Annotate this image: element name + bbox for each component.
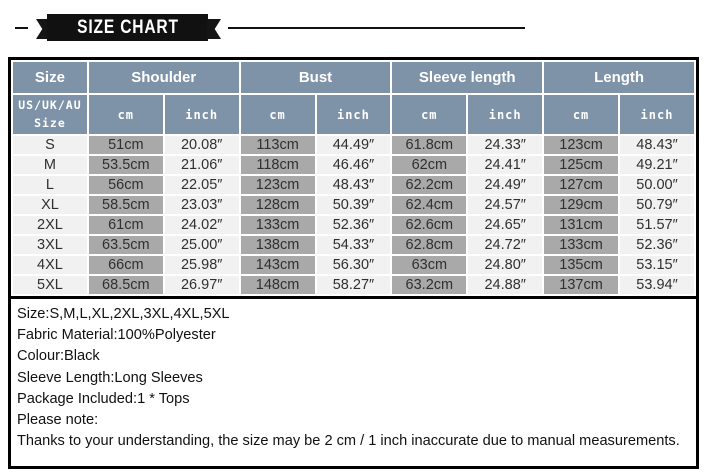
measurement-cm-cell: 61cm xyxy=(89,216,163,234)
table-row xyxy=(13,196,694,214)
size-cell: M xyxy=(13,156,87,174)
measurement-cm-cell: 148cm xyxy=(241,276,315,294)
measurement-inch-cell: 52.36″ xyxy=(620,236,694,254)
measurement-cm-cell: 68.5cm xyxy=(89,276,163,294)
measurement-inch-cell: 50.00″ xyxy=(620,176,694,194)
measurement-cm-cell: 135cm xyxy=(544,256,618,274)
unit-header-cm: cm xyxy=(544,95,618,134)
measurement-inch-cell: 54.33″ xyxy=(317,236,391,254)
measurement-cm-cell: 53.5cm xyxy=(89,156,163,174)
measurement-cm-cell: 63.2cm xyxy=(392,276,466,294)
unit-header-cm: cm xyxy=(241,95,315,134)
unit-header-inch: inch xyxy=(620,95,694,134)
group-header-shoulder: Shoulder xyxy=(89,62,239,93)
measurement-cm-cell: 66cm xyxy=(89,256,163,274)
unit-header-inch: inch xyxy=(317,95,391,134)
measurement-inch-cell: 46.46″ xyxy=(317,156,391,174)
measurement-cm-cell: 63.5cm xyxy=(89,236,163,254)
measurement-inch-cell: 48.43″ xyxy=(620,136,694,154)
measurement-cm-cell: 62.8cm xyxy=(392,236,466,254)
group-header-bust: Bust xyxy=(241,62,391,93)
measurement-inch-cell: 50.79″ xyxy=(620,196,694,214)
measurement-inch-cell: 24.88″ xyxy=(468,276,542,294)
banner-title: SIZE CHART xyxy=(76,16,179,38)
measurement-cm-cell: 63cm xyxy=(392,256,466,274)
measurement-cm-cell: 133cm xyxy=(241,216,315,234)
measurement-inch-cell: 25.00″ xyxy=(165,236,239,254)
table-header xyxy=(13,62,694,134)
measurement-inch-cell: 23.03″ xyxy=(165,196,239,214)
group-header-row xyxy=(13,62,694,93)
measurement-cm-cell: 133cm xyxy=(544,236,618,254)
measurement-inch-cell: 56.30″ xyxy=(317,256,391,274)
measurement-inch-cell: 24.80″ xyxy=(468,256,542,274)
measurement-inch-cell: 53.15″ xyxy=(620,256,694,274)
banner-left-dash xyxy=(15,27,28,29)
unit-header-inch: inch xyxy=(165,95,239,134)
table-body xyxy=(13,136,694,294)
measurement-inch-cell: 24.49″ xyxy=(468,176,542,194)
measurement-cm-cell: 118cm xyxy=(241,156,315,174)
measurement-cm-cell: 62.2cm xyxy=(392,176,466,194)
measurement-inch-cell: 44.49″ xyxy=(317,136,391,154)
table-row xyxy=(13,136,694,154)
measurement-inch-cell: 49.21″ xyxy=(620,156,694,174)
measurement-inch-cell: 50.39″ xyxy=(317,196,391,214)
measurement-cm-cell: 143cm xyxy=(241,256,315,274)
measurement-inch-cell: 20.08″ xyxy=(165,136,239,154)
group-header-length: Length xyxy=(544,62,694,93)
table-row xyxy=(13,176,694,194)
unit-header-inch: inch xyxy=(468,95,542,134)
table-row xyxy=(13,216,694,234)
unit-header-cm: cm xyxy=(89,95,163,134)
note-colour: Colour:Black xyxy=(17,348,100,365)
measurement-cm-cell: 62.4cm xyxy=(392,196,466,214)
unit-header-row xyxy=(13,95,694,134)
size-cell: L xyxy=(13,176,87,194)
measurement-inch-cell: 51.57″ xyxy=(620,216,694,234)
size-cell: 3XL xyxy=(13,236,87,254)
measurement-inch-cell: 22.05″ xyxy=(165,176,239,194)
measurement-inch-cell: 24.33″ xyxy=(468,136,542,154)
note-package-included: Package Included:1 * Tops xyxy=(17,390,190,407)
size-cell: S xyxy=(13,136,87,154)
measurement-inch-cell: 58.27″ xyxy=(317,276,391,294)
ribbon-right-fold xyxy=(207,19,221,39)
measurement-inch-cell: 24.65″ xyxy=(468,216,542,234)
size-cell: 5XL xyxy=(13,276,87,294)
measurement-cm-cell: 125cm xyxy=(544,156,618,174)
measurement-inch-cell: 25.98″ xyxy=(165,256,239,274)
measurement-inch-cell: 52.36″ xyxy=(317,216,391,234)
measurement-cm-cell: 127cm xyxy=(544,176,618,194)
note-please-note: Please note: xyxy=(17,412,99,429)
size-cell: 4XL xyxy=(13,256,87,274)
table-row xyxy=(13,256,694,274)
measurement-cm-cell: 61.8cm xyxy=(392,136,466,154)
measurement-inch-cell: 24.41″ xyxy=(468,156,542,174)
measurement-cm-cell: 51cm xyxy=(89,136,163,154)
note-fabric-material: Fabric Material:100%Polyester xyxy=(17,327,216,344)
measurement-inch-cell: 53.94″ xyxy=(620,276,694,294)
measurement-inch-cell: 26.97″ xyxy=(165,276,239,294)
measurement-cm-cell: 128cm xyxy=(241,196,315,214)
unit-header-cm: cm xyxy=(392,95,466,134)
size-chart-table xyxy=(11,60,696,296)
measurement-cm-cell: 58.5cm xyxy=(89,196,163,214)
measurement-cm-cell: 62cm xyxy=(392,156,466,174)
group-header-sleeve-length: Sleeve length xyxy=(392,62,542,93)
note-size-options: Size:S,M,L,XL,2XL,3XL,4XL,5XL xyxy=(17,306,230,322)
measurement-cm-cell: 56cm xyxy=(89,176,163,194)
measurement-cm-cell: 137cm xyxy=(544,276,618,294)
measurement-cm-cell: 138cm xyxy=(241,236,315,254)
size-cell: XL xyxy=(13,196,87,214)
measurement-cm-cell: 123cm xyxy=(544,136,618,154)
measurement-inch-cell: 21.06″ xyxy=(165,156,239,174)
measurement-inch-cell: 24.02″ xyxy=(165,216,239,234)
banner-right-line xyxy=(228,27,525,29)
measurement-cm-cell: 131cm xyxy=(544,216,618,234)
measurement-cm-cell: 123cm xyxy=(241,176,315,194)
measurement-inch-cell: 24.72″ xyxy=(468,236,542,254)
note-sleeve-length: Sleeve Length:Long Sleeves xyxy=(17,369,203,386)
table-row xyxy=(13,156,694,174)
measurement-inch-cell: 24.57″ xyxy=(468,196,542,214)
measurement-cm-cell: 62.6cm xyxy=(392,216,466,234)
unit-header-size-standard: US/UK/AU Size xyxy=(13,95,87,134)
banner-ribbon xyxy=(47,14,208,41)
group-header-size: Size xyxy=(13,62,87,93)
size-cell: 2XL xyxy=(13,216,87,234)
table-row xyxy=(13,236,694,254)
product-notes xyxy=(11,296,696,466)
size-chart-box xyxy=(8,57,699,469)
table-row xyxy=(13,276,694,294)
measurement-cm-cell: 113cm xyxy=(241,136,315,154)
measurement-inch-cell: 48.43″ xyxy=(317,176,391,194)
note-disclaimer: Thanks to your understanding, the size may be 2 cm / 1 inch inaccurate due to manual measurements. xyxy=(17,433,680,450)
measurement-cm-cell: 129cm xyxy=(544,196,618,214)
